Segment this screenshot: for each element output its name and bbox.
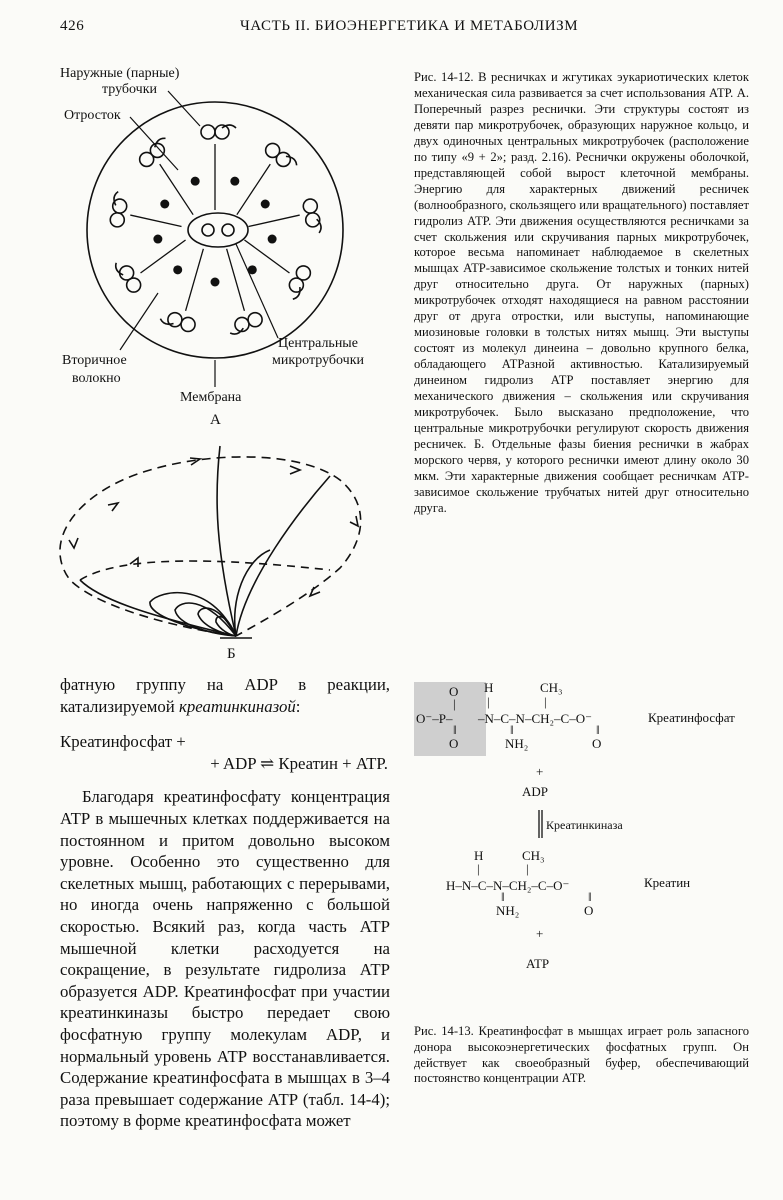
outer-doublet	[116, 263, 141, 292]
outer-doublet	[266, 143, 297, 166]
caption-fig-14-12	[414, 70, 749, 517]
caption-14-13-lead: Рис. 14-13.	[414, 1024, 474, 1038]
svg-text:|: |	[477, 861, 480, 876]
outer-doublets-label: Наружные (парные)	[60, 66, 180, 81]
svg-text:–N–C–N–CH₂–C–O⁻: –N–C–N–CH₂–C–O⁻	[478, 711, 592, 726]
creatine-kinase-scheme	[412, 678, 752, 1008]
secondary-fiber-dot	[153, 235, 162, 244]
equation-line-2: + ADP ⇌ Креатин + ATP.	[210, 753, 388, 773]
secondary-fiber-dot	[160, 200, 169, 209]
outer-doublets-label-2: трубочки	[102, 82, 158, 97]
svg-text:NH₂: NH₂	[505, 736, 529, 751]
enzyme-label: Креатинкиназа	[546, 818, 623, 832]
intro-sentence	[60, 674, 390, 717]
svg-text:|: |	[453, 696, 456, 711]
svg-text:CH₃: CH₃	[522, 848, 545, 863]
caption-fig-14-13	[414, 1024, 749, 1087]
svg-text:CH₃: CH₃	[540, 680, 563, 695]
outer-doublet	[201, 125, 236, 139]
svg-text:H: H	[474, 848, 484, 863]
intro-plain: фатную группу на ADP в реакции, катализируемой	[60, 675, 390, 716]
secondary-fiber-dot	[268, 235, 277, 244]
secondary-fiber-dot	[230, 177, 239, 186]
svg-text:‖: ‖	[453, 722, 457, 737]
membrane-circle	[87, 102, 343, 358]
caption-14-13-body: Креатинфосфат в мышцах играет роль запасного донора высокоэнергетических фосфатных групп. Он действует как своеобразный буфер, обеспечивающий постоянство концентрации АТР.	[414, 1024, 749, 1086]
secondary-fiber-dot	[211, 278, 220, 287]
creatine-phosphate-label: Креатинфосфат	[648, 710, 735, 725]
figure-cilium-cross-section	[50, 60, 380, 440]
secondary-fiber-dot	[261, 200, 270, 209]
secondary-fiber-dot	[248, 265, 257, 274]
outer-doublet	[110, 192, 126, 227]
outer-doublet	[230, 313, 262, 334]
figure-a-letter: А	[210, 412, 221, 428]
outer-doublet	[160, 313, 195, 332]
svg-text:‖: ‖	[596, 722, 600, 737]
outer-doublet	[303, 199, 321, 233]
page-number: 426	[60, 18, 85, 34]
secondary-fiber-dot	[191, 177, 200, 186]
svg-text:O: O	[584, 903, 594, 918]
central-microtubules-label: Центральные	[278, 336, 358, 351]
caption-14-12-lead: Рис. 14-12.	[414, 70, 474, 84]
svg-text:H–N–C–N–CH₂–C–O⁻: H–N–C–N–CH₂–C–O⁻	[446, 878, 570, 893]
radial-spoke	[186, 249, 204, 311]
adp-label: ADP	[522, 784, 549, 799]
svg-text:|: |	[487, 694, 490, 709]
intro-italic: креатинкиназой	[178, 696, 296, 716]
svg-text:‖: ‖	[501, 889, 505, 904]
process-label: Отросток	[64, 108, 121, 123]
body-paragraph: Благодаря креатинфосфату концентрация АТР в мышечных клетках поддерживается на постоянном и притом довольно высоком уровне. Особенно это существенно для скелетных мышц, работающих с перерывами, но иногда очень напряженно с большой скоростью. Всякий раз, когда часть АТР мышечной клетки расходуется на сокращение, в результате гидролиза АТР образуется ADP. Креатинфосфат при участии креатинкиназы быстро передает свою фосфатную группу молекулам ADP, и нормальный уровень АТР восстанавливается. Содержание креатинфосфата в мышцах в 3–4 раза превышает содержание АТР (табл. 14-4); поэтому в форме креатинфосфата может	[60, 787, 390, 1131]
atp-label: ATP	[526, 956, 550, 971]
radial-spoke	[130, 215, 181, 226]
svg-text:|: |	[526, 861, 529, 876]
secondary-fiber-label: Вторичное	[62, 353, 127, 368]
figure-b-letter: Б	[227, 646, 236, 662]
svg-text:O: O	[449, 736, 459, 751]
intro-end: :	[295, 696, 301, 716]
caption-14-12-body: В ресничках и жгутиках эукариотических клеток механическая сила развивается за счет использования АТР. А. Поперечный разрез реснички. Эти структуры состоят из девяти пар микротрубочек, образующих наружное кольцо, и двух одиночных центральных микротрубочек (расположение по типу «9 + 2»; разд. 2.16). Реснички окружены оболочкой, представляющей собой вырост клеточной мембраны. Энергию для характерных движений ресничек (волнообразного, скользящего или вращательного) поставляет гидролиз АТР. Эти движения осуществляются ресничками за счет скольжения или скручивания парных микротрубочек, которое весьма напоминает наблюдаемое в скелетных мышцах АТР-зависимое скольжение толстых и тонких нитей друг относительно друга. От наружных (парных) микротрубочек отходят находящиеся на равном расстоянии друг от друга отростки, или выступы, напоминающие миозиновые головки в толстых нитях мышц. Эти выступы состоят из молекул динеина – довольно крупного белка, обладающего АТРазной активностью. Катализируемый динеином гидролиз АТР поставляет энергию для механического движения – скольжения или скручивания микротрубочек. Было высказано предположение, что центральные микротрубочки регулируют скорость движения ресничек. Б. Отдельные фазы биения реснички в жабрах морского червя, у которого реснички имеют длину около 30 мкм. Эти характерные движения сообщает ресничкам АТР-зависимое скольжение трубчатых нитей друг относительно друга.	[414, 70, 749, 515]
scheme-diagram	[412, 678, 752, 1008]
svg-text:O: O	[449, 684, 459, 699]
svg-text:H: H	[484, 680, 494, 695]
central-sheath	[188, 213, 248, 247]
plus-1: +	[536, 764, 544, 779]
membrane-label: Мембрана	[180, 390, 242, 405]
page-header	[60, 18, 700, 42]
svg-text:‖: ‖	[588, 889, 592, 904]
svg-text:NH₂: NH₂	[496, 903, 520, 918]
plus-2: +	[536, 926, 544, 941]
beat-diagram	[40, 430, 390, 665]
main-text-column	[60, 674, 390, 1132]
creatine-label: Креатин	[644, 875, 691, 890]
svg-text:‖: ‖	[510, 722, 514, 737]
figure-cilium-beat	[40, 430, 390, 665]
running-title: ЧАСТЬ II. БИОЭНЕРГЕТИКА И МЕТАБОЛИЗМ	[240, 18, 579, 34]
central-microtubules-label-2: микротрубочки	[272, 353, 364, 368]
radial-spoke	[248, 215, 299, 226]
secondary-fiber-dot	[173, 265, 182, 274]
svg-text:|: |	[544, 694, 547, 709]
equation-line-1: Креатинфосфат +	[60, 732, 186, 752]
secondary-fiber-label-2: волокно	[72, 371, 121, 386]
svg-text:O⁻–P–: O⁻–P–	[416, 711, 453, 726]
svg-text:O: O	[592, 736, 602, 751]
outer-doublet	[289, 266, 310, 299]
